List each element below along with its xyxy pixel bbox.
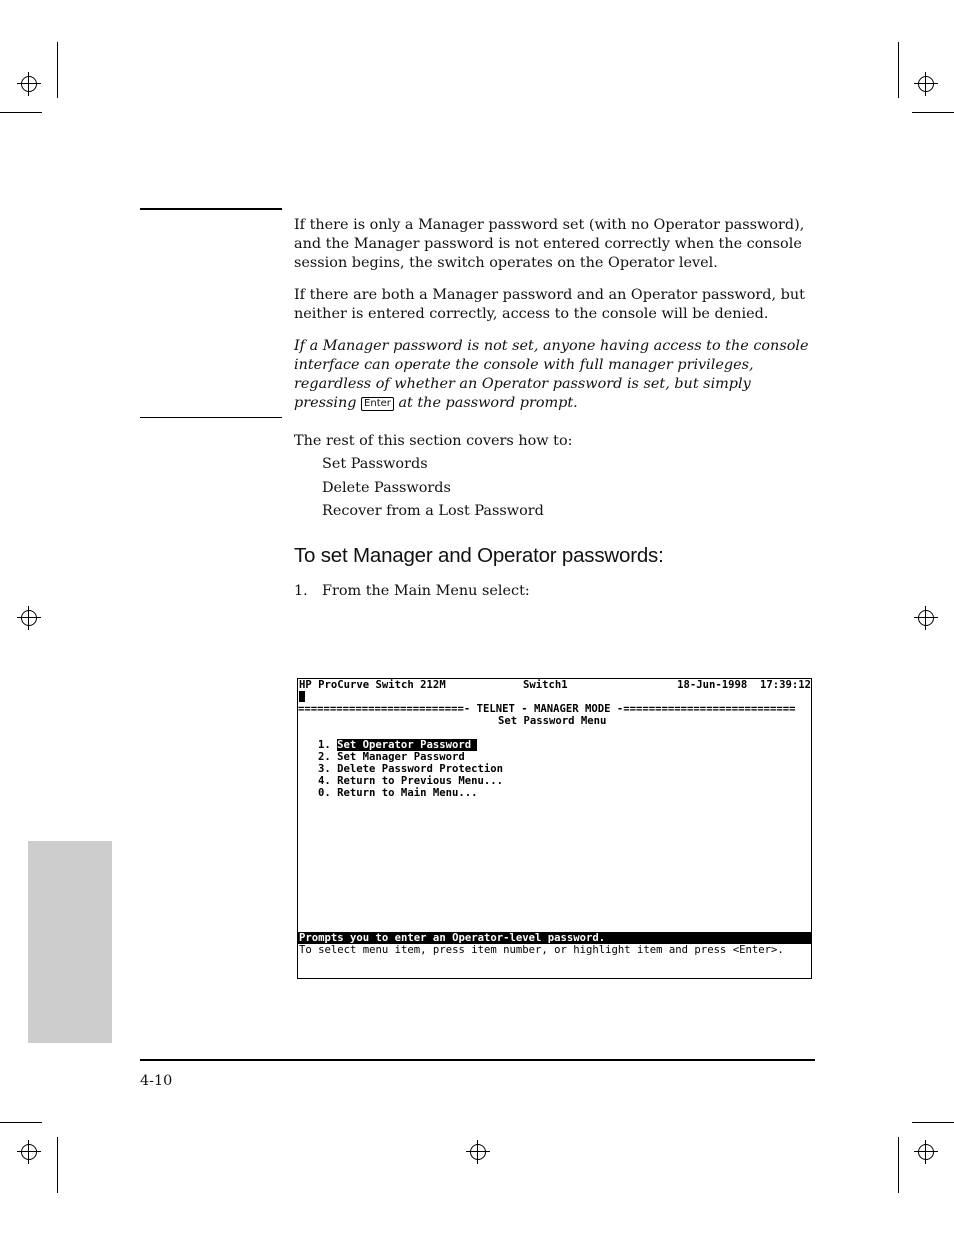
chapter-side-tab [28,841,112,1043]
terminal-menu-title: Set Password Menu [498,715,607,727]
crop-mark-bottom-left-h [0,1122,42,1123]
paragraph-both-passwords: If there are both a Manager password and an Operator password, but neither is entered correctly, access to the console will be denied. [294,287,805,322]
menu-item-label: Set Manager Password [337,751,465,763]
terminal-header-left: HP ProCurve Switch 212M [299,679,446,691]
section-rule-bottom [140,417,282,418]
step-number: 1. [294,583,308,599]
crop-mark-bottom-right-h [912,1122,954,1123]
section-heading: To set Manager and Operator passwords: [294,544,664,567]
terminal-menu-item-3[interactable] [318,763,503,775]
crop-mark-top-right-h [912,112,954,113]
topic-item: Set Passwords [322,456,428,472]
crop-mark-top-right-v [898,42,899,98]
menu-item-label: Delete Password Protection [337,763,503,775]
menu-item-number: 0. [318,787,331,799]
paragraph-manager-only: If there is only a Manager password set (with no Operator password), and the Manager password is not entered correctly when the console session begins, the switch operates on the Operator level. [294,217,805,271]
menu-item-label: Return to Previous Menu... [337,775,503,787]
topic-item: Recover from a Lost Password [322,503,544,519]
terminal-header-center: Switch1 [523,679,568,691]
step-text: From the Main Menu select: [322,583,530,599]
crop-mark-bottom-left-v [57,1137,58,1193]
menu-item-label: Return to Main Menu... [337,787,478,799]
terminal-status-text: Prompts you to enter an Operator-level password. [299,932,606,944]
enter-key-icon: Enter [361,397,394,411]
note-text: If a Manager password is not set, anyone having access to the console interface can operate the console with full manager privileges, regardless of whether an Operator password is set, but simply pressing [294,338,809,411]
terminal-menu-item-1[interactable] [318,739,477,751]
terminal-banner: ==========================- TELNET - MANAGER MODE -=========================== [298,703,796,715]
menu-item-number: 2. [318,751,331,763]
registration-mark-icon [17,606,41,630]
menu-item-label-selected: Set Operator Password [337,739,472,751]
menu-item-number: 3. [318,763,331,775]
terminal-help-text: To select menu item, press item number, or highlight item and press <Enter>. [299,944,784,956]
section-rule-top [140,208,282,210]
note-text-end: at the password prompt. [393,395,578,411]
page-number: 4-10 [140,1073,173,1089]
registration-mark-icon [914,606,938,630]
crop-mark-bottom-right-v [898,1137,899,1193]
registration-mark-icon [17,1140,41,1164]
crop-mark-top-left-v [57,42,58,98]
terminal-menu-item-0[interactable] [318,787,477,799]
terminal-menu-item-4[interactable] [318,775,503,787]
crop-mark-top-left-h [0,112,42,113]
registration-mark-icon [914,1140,938,1164]
intro-text: The rest of this section covers how to: [294,433,573,449]
registration-mark-icon [466,1140,490,1164]
menu-item-number: 1. [318,739,331,751]
terminal-screenshot [297,678,812,979]
footer-rule [140,1059,815,1061]
menu-item-number: 4. [318,775,331,787]
terminal-menu-item-2[interactable] [318,751,465,763]
topic-item: Delete Passwords [322,480,451,496]
note-paragraph [294,337,816,413]
registration-mark-icon [914,72,938,96]
terminal-cursor [299,691,305,702]
registration-mark-icon [17,72,41,96]
terminal-header-right: 18-Jun-1998 17:39:12 [677,679,811,691]
